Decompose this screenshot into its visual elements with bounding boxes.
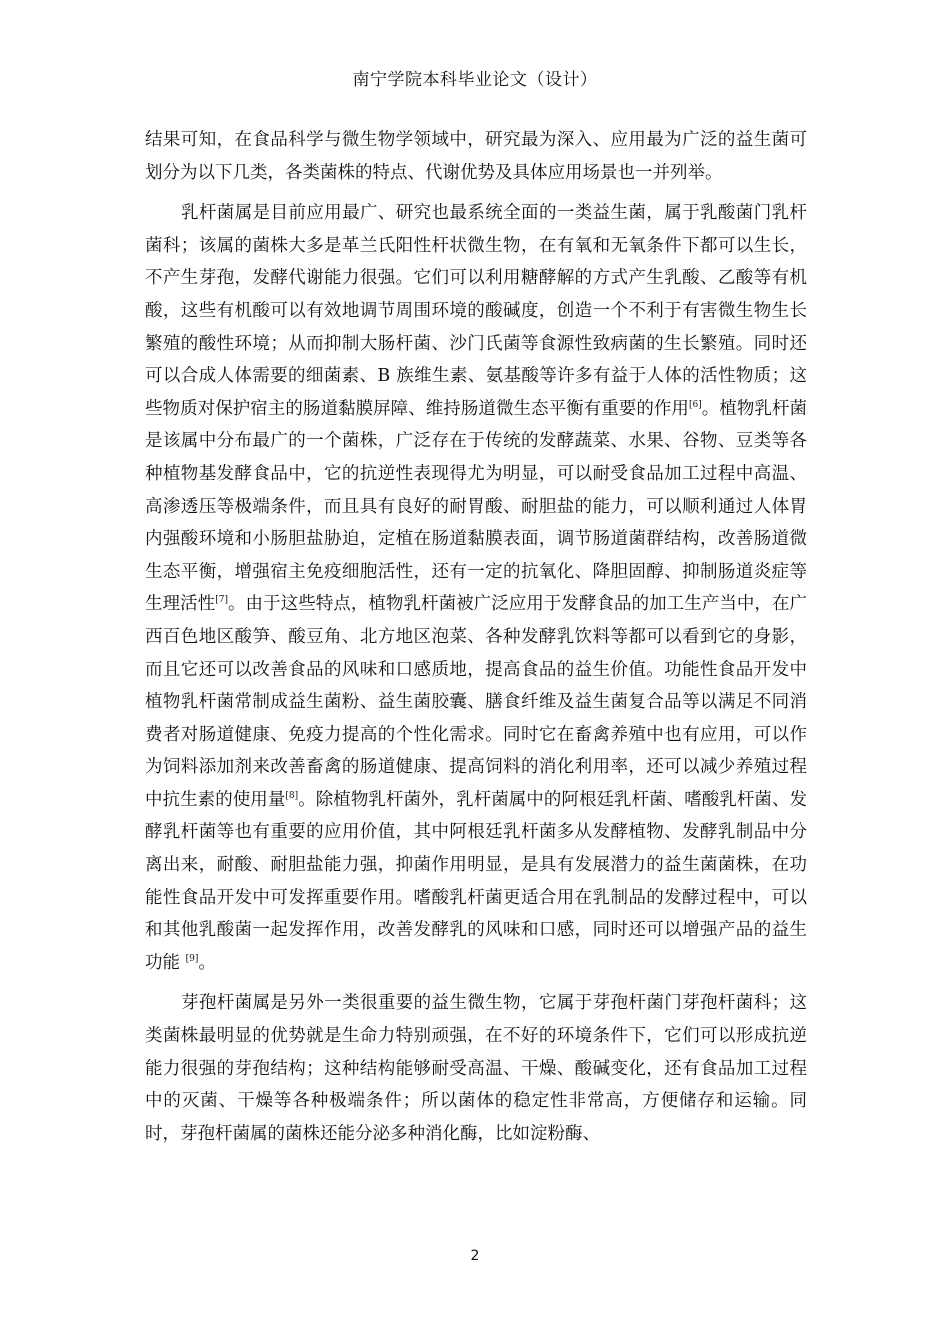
citation-marker: [6] (688, 399, 702, 410)
citation-marker: [8] (285, 791, 299, 802)
body-text (145, 124, 807, 1158)
thesis-header-title: 南宁学院本科毕业论文（设计） (352, 70, 598, 90)
paragraph (145, 987, 807, 1150)
paragraph-text: 乳杆菌属是目前应用最广、研究也最系统全面的一类益生菌，属于乳酸菌门乳杆菌科；该属的菌株大多是革兰氏阳性杆状微生物，在有氧和无氧条件下都可以生长，不产生芽孢，发酵代谢能力很强。它们可以利用糖酵解的方式产生乳酸、乙酸等有机酸，这些有机酸可以有效地调节周围环境的酸碱度，创造一个不利于有害微生物生长繁殖的酸性环境；从而抑制大肠杆菌、沙门氏菌等食源性致病菌的生长繁殖。同时还可以合成人体需要的细菌素、B 族维生素、氨基酸等许多有益于人体的活性物质；这些物质对保护宿主的肠道黏膜屏障、维持肠道微生态平衡有重要的作用 (145, 203, 807, 419)
citation-marker: [7] (215, 595, 228, 606)
page-header (0, 68, 950, 92)
paragraph-text: 。除植物乳杆菌外，乳杆菌属中的阿根廷乳杆菌、嗜酸乳杆菌、发酵乳杆菌等也有重要的应用价值，其中阿根廷乳杆菌多从发酵植物、发酵乳制品中分离出来，耐酸、耐胆盐能力强，抑菌作用明显，是具有发展潜力的益生菌菌株，在功能性食品开发中可发挥重要作用。嗜酸乳杆菌更适合用在乳制品的发酵过程中，可以和其他乳酸菌一起发挥作用，改善发酵乳的风味和口感，同时还可以增强产品的益生功能 (145, 789, 808, 973)
paragraph (145, 197, 807, 979)
page-number (0, 1246, 950, 1266)
page-number-text: 2 (470, 1248, 480, 1264)
paragraph-text: 结果可知，在食品科学与微生物学领域中，研究最为深入、应用最为广泛的益生菌可划分为以下几类，各类菌株的特点、代谢优势及具体应用场景也一并列举。 (145, 130, 807, 183)
citation-marker: [9] (185, 954, 199, 965)
paragraph-text: 。 (198, 952, 216, 973)
paragraph (145, 124, 807, 189)
paragraph-text: 芽孢杆菌属是另外一类很重要的益生微生物，它属于芽孢杆菌门芽孢杆菌科；这类菌株最明显的优势就是生命力特别顽强，在不好的环境条件下，它们可以形成抗逆能力很强的芽孢结构；这种结构能够耐受高温、干燥、酸碱变化，还有食品加工过程中的灭菌、干燥等各种极端条件；所以菌体的稳定性非常高，方便储存和运输。同时，芽孢杆菌属的菌株还能分泌多种消化酶，比如淀粉酶、 (145, 993, 807, 1144)
paragraph-text: 。由于这些特点，植物乳杆菌被广泛应用于发酵食品的加工生产当中，在广西百色地区酸笋、酸豆角、北方地区泡菜、各种发酵乳饮料等都可以看到它的身影，而且它还可以改善食品的风味和口感质地，提高食品的益生价值。功能性食品开发中植物乳杆菌常制成益生菌粉、益生菌胶囊、膳食纤维及益生菌复合品等以满足不同消费者对肠道健康、免疫力提高的个性化需求。同时它在畜禽养殖中也有应用，可以作为饲料添加剂来改善畜禽的肠道健康、提高饲料的消化利用率，还可以减少养殖过程中抗生素的使用量 (145, 594, 808, 810)
paragraph-text: 。植物乳杆菌是该属中分布最广的一个菌株，广泛存在于传统的发酵蔬菜、水果、谷物、豆类等各种植物基发酵食品中，它的抗逆性表现得尤为明显，可以耐受食品加工过程中高温、高渗透压等极端条件，而且具有良好的耐胃酸、耐胆盐的能力，可以顺利通过人体胃内强酸环境和小肠胆盐胁迫，定植在肠道黏膜表面，调节肠道菌群结构，改善肠道微生态平衡，增强宿主免疫细胞活性，还有一定的抗氧化、降胆固醇、抑制肠道炎症等生理活性 (145, 398, 808, 615)
